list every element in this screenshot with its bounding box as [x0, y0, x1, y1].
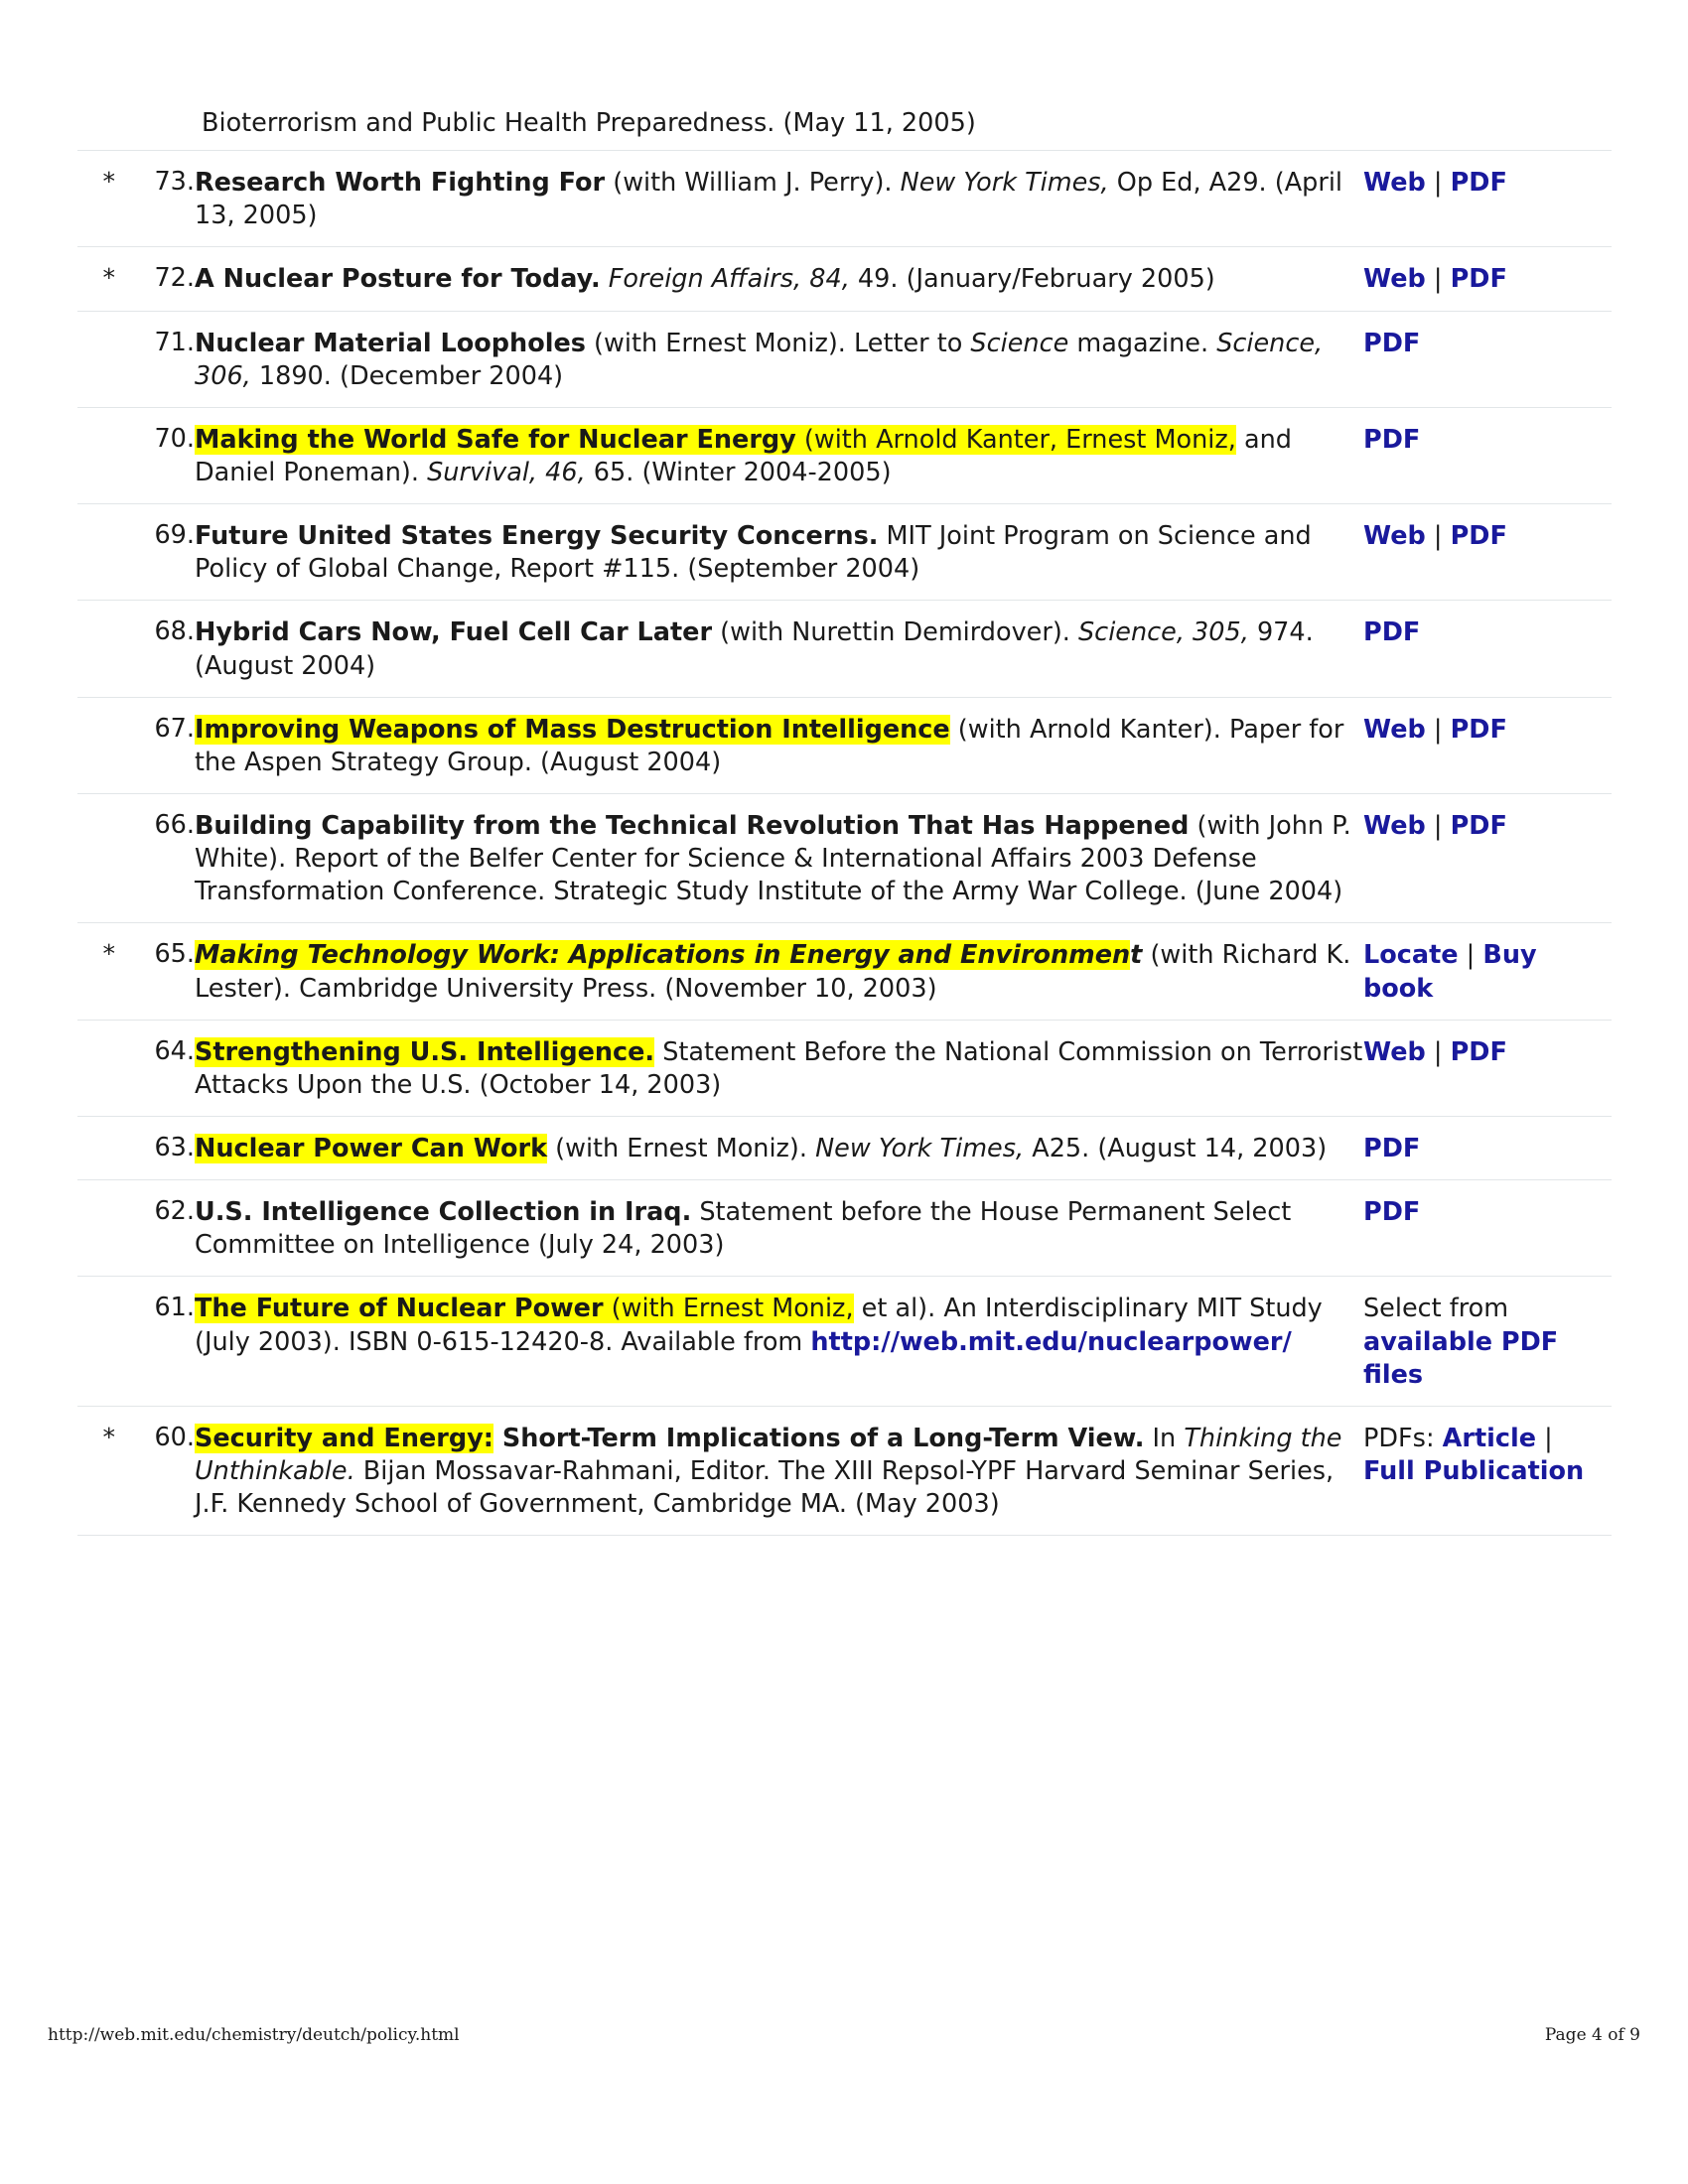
continuation-line: Bioterrorism and Public Health Preparedness. (May 11, 2005) [77, 107, 1612, 151]
entry-number: 61. [115, 1277, 195, 1406]
link-separator: | [1536, 1423, 1553, 1453]
table-row [77, 311, 1612, 407]
web-link[interactable]: Web [1363, 521, 1426, 552]
entry-links [1363, 1116, 1612, 1179]
pdf-link[interactable]: PDF [1450, 168, 1507, 199]
entry-rest-1 [601, 264, 609, 294]
table-row [77, 1020, 1612, 1116]
footer-url: http://web.mit.edu/chemistry/deutch/policy.html [48, 2025, 460, 2045]
pdf-link[interactable]: PDF [1363, 424, 1421, 455]
entry-links [1363, 697, 1612, 793]
entry-number: 67. [115, 697, 195, 793]
pdf-link[interactable]: PDF [1363, 1197, 1421, 1228]
entry-rest-1: (with Ernest Moniz). Letter to [585, 328, 971, 358]
table-row [77, 1180, 1612, 1277]
entry-number: 65. [115, 923, 195, 1020]
entry-rest-2: Op Ed, A29. (April 13, 2005) [195, 168, 1342, 231]
entry-links [1363, 793, 1612, 922]
table-row [77, 1406, 1612, 1535]
entry-rest-1: and Daniel Poneman). [195, 424, 1292, 487]
buy-book-link[interactable]: Buy book [1363, 940, 1537, 1004]
entry-italic-1: Survival, 46, [427, 457, 586, 487]
entry-italic-2: Science, 306, [195, 328, 1324, 391]
entry-number: 66. [115, 793, 195, 922]
entry-body [195, 697, 1363, 793]
entry-title: The Future of Nuclear Power [195, 1294, 604, 1324]
table-row [77, 407, 1612, 503]
entry-italic-1: Science [970, 328, 1069, 358]
entry-title: Strengthening U.S. Intelligence. [195, 1036, 655, 1067]
star-marker [77, 601, 115, 697]
entry-rest-1: MIT Joint Program on Science and Policy of Global Change, Report #115. (September 2004) [195, 521, 1312, 585]
entry-italic-1: New York Times, [815, 1133, 1025, 1163]
article-link[interactable]: Article [1442, 1423, 1537, 1453]
entry-italic-1: Foreign Affairs, 84, [608, 264, 850, 295]
pdf-link[interactable]: PDF [1450, 264, 1507, 295]
entry-body [195, 793, 1363, 922]
table-row [77, 923, 1612, 1020]
entry-rest-1: (with Richard K. Lester). Cambridge University Press. (November 10, 2003) [195, 940, 1351, 1004]
entry-title: U.S. Intelligence Collection in Iraq. [195, 1197, 692, 1228]
entry-links [1363, 311, 1612, 407]
entry-body [195, 504, 1363, 601]
table-row [77, 601, 1612, 697]
entry-number: 60. [115, 1406, 195, 1535]
star-marker: * [77, 1406, 115, 1535]
entry-title: Building Capability from the Technical Revolution That Has Happened [195, 810, 1190, 841]
entry-body [195, 247, 1363, 311]
pdf-link[interactable]: PDF [1450, 714, 1507, 745]
table-row [77, 504, 1612, 601]
entry-body [195, 407, 1363, 503]
entry-links [1363, 407, 1612, 503]
entry-title: Improving Weapons of Mass Destruction Intelligence [195, 714, 950, 745]
table-row [77, 151, 1612, 247]
entry-links [1363, 247, 1612, 311]
select-from-label: Select from [1363, 1294, 1509, 1324]
entry-rest-1: (with Nurettin Demirdover). [712, 617, 1078, 648]
entry-title: Making Technology Work: Applications in Energy and Environmen [195, 940, 1131, 971]
entry-rest-1: In [1144, 1423, 1185, 1453]
entry-body [195, 923, 1363, 1020]
entry-rest-2: magazine. [1068, 328, 1217, 358]
page-footer [48, 2025, 1640, 2045]
entry-rest-2: 65. (Winter 2004-2005) [585, 457, 892, 487]
web-link[interactable]: Web [1363, 714, 1426, 745]
entry-title: Hybrid Cars Now, Fuel Cell Car Later [195, 617, 713, 648]
link-separator: | [1425, 1036, 1451, 1067]
entry-body [195, 151, 1363, 247]
footer-page-number: Page 4 of 9 [1544, 2025, 1640, 2045]
entry-links [1363, 151, 1612, 247]
entry-body [195, 1406, 1363, 1535]
entry-rest-1: (with Ernest Moniz). [547, 1133, 816, 1163]
table-row [77, 1277, 1612, 1406]
link-separator: | [1425, 714, 1451, 745]
entry-italic-1: Thinking the Unthinkable. [195, 1423, 1342, 1486]
entry-body [195, 1180, 1363, 1277]
entry-number: 68. [115, 601, 195, 697]
pdf-link[interactable]: PDF [1363, 328, 1421, 358]
link-separator: | [1425, 168, 1451, 199]
entry-title: Security and Energy: [195, 1423, 493, 1453]
pdf-link[interactable]: PDF [1363, 617, 1421, 648]
web-link[interactable]: Web [1363, 168, 1426, 199]
entry-rest-1: (with John P. White). Report of the Belfer Center for Science & International Affairs 2003 Defense Transformation Conference. Strategic Study Institute of the Army War College. (June 2004) [195, 810, 1351, 907]
star-marker [77, 407, 115, 503]
star-marker [77, 1277, 115, 1406]
star-marker [77, 697, 115, 793]
entry-rest-1: et al). An Interdisciplinary MIT Study (July 2003). ISBN 0-615-12420-8. Available from [195, 1294, 1323, 1357]
entry-rest-2: Bijan Mossavar-Rahmani, Editor. The XIII Repsol-YPF Harvard Seminar Series, J.F. Kennedy School of Government, Cambridge MA. (May 2003) [195, 1455, 1335, 1520]
entry-rest-1: Statement Before the National Commission on Terrorist Attacks Upon the U.S. (October 14, 2003) [195, 1036, 1363, 1100]
pdf-link[interactable]: PDF [1450, 810, 1507, 841]
entry-title: Research Worth Fighting For [195, 168, 606, 199]
entry-links [1363, 923, 1612, 1020]
entry-rest-1: (with William J. Perry). [605, 168, 901, 199]
entry-number: 62. [115, 1180, 195, 1277]
link-separator: | [1425, 810, 1451, 841]
star-marker: * [77, 247, 115, 311]
star-marker [77, 793, 115, 922]
entry-title: A Nuclear Posture for Today. [195, 264, 601, 295]
entry-number: 72. [115, 247, 195, 311]
table-row [77, 1116, 1612, 1179]
star-marker: * [77, 151, 115, 247]
star-marker: * [77, 923, 115, 1020]
entry-links [1363, 1180, 1612, 1277]
entry-rest-1: Statement before the House Permanent Select Committee on Intelligence (July 24, 2003) [195, 1197, 1292, 1261]
entry-rest-1: (with Arnold Kanter). Paper for the Aspen Strategy Group. (August 2004) [195, 714, 1344, 777]
web-link[interactable]: Web [1363, 264, 1426, 295]
entry-links [1363, 1277, 1612, 1406]
publication-list [77, 107, 1612, 1536]
entry-rest-2: 49. (January/February 2005) [849, 264, 1215, 295]
web-link[interactable]: Web [1363, 810, 1426, 841]
entry-links [1363, 1020, 1612, 1116]
full-publication-link[interactable]: Full Publication [1363, 1455, 1585, 1486]
link-separator: | [1425, 521, 1451, 552]
pdfs-label: PDFs: [1363, 1423, 1443, 1453]
entry-title-tail: t [1130, 940, 1143, 971]
web-link[interactable]: Web [1363, 1036, 1426, 1067]
entry-body [195, 1116, 1363, 1179]
entry-links [1363, 1406, 1612, 1535]
table-row [77, 247, 1612, 311]
entry-body [195, 601, 1363, 697]
entry-links [1363, 601, 1612, 697]
entry-title: Nuclear Power Can Work [195, 1133, 548, 1163]
references-table [77, 151, 1612, 1536]
star-marker [77, 504, 115, 601]
entry-title: Nuclear Material Loopholes [195, 328, 586, 358]
references-body [77, 151, 1612, 1536]
entry-italic-1: New York Times, [900, 168, 1109, 199]
entry-body [195, 1020, 1363, 1116]
table-row [77, 793, 1612, 922]
entry-number: 63. [115, 1116, 195, 1179]
entry-number: 69. [115, 504, 195, 601]
entry-italic-1: Science, 305, [1078, 617, 1249, 648]
entry-rest-1-highlight: (with Arnold Kanter, Ernest Moniz, [795, 424, 1236, 455]
entry-title: Making the World Safe for Nuclear Energy [195, 424, 796, 455]
available-pdf-files-link[interactable]: available PDF files [1363, 1326, 1559, 1390]
entry-title: Future United States Energy Security Concerns. [195, 521, 879, 552]
star-marker [77, 1180, 115, 1277]
entry-rest-3: 1890. (December 2004) [250, 360, 564, 391]
entry-body [195, 311, 1363, 407]
pdf-link[interactable]: PDF [1450, 521, 1507, 552]
entry-number: 73. [115, 151, 195, 247]
link-separator: | [1458, 940, 1483, 971]
entry-body [195, 1277, 1363, 1406]
entry-rest-2: A25. (August 14, 2003) [1024, 1133, 1328, 1163]
entry-rest-1-bold: Short-Term Implications of a Long-Term View. [492, 1423, 1145, 1453]
star-marker [77, 1020, 115, 1116]
star-marker [77, 1116, 115, 1179]
locate-link[interactable]: Locate [1363, 940, 1459, 971]
entry-links [1363, 504, 1612, 601]
entry-number: 70. [115, 407, 195, 503]
nuclearpower-url-link[interactable]: http://web.mit.edu/nuclearpower/ [810, 1326, 1292, 1357]
link-separator: | [1425, 264, 1451, 295]
pdf-link[interactable]: PDF [1450, 1036, 1507, 1067]
entry-number: 64. [115, 1020, 195, 1116]
entry-number: 71. [115, 311, 195, 407]
entry-rest-2: 974. (August 2004) [195, 617, 1314, 681]
entry-rest-1-highlight: (with Ernest Moniz, [603, 1294, 854, 1324]
table-row [77, 697, 1612, 793]
pdf-link[interactable]: PDF [1363, 1133, 1421, 1163]
star-marker [77, 311, 115, 407]
